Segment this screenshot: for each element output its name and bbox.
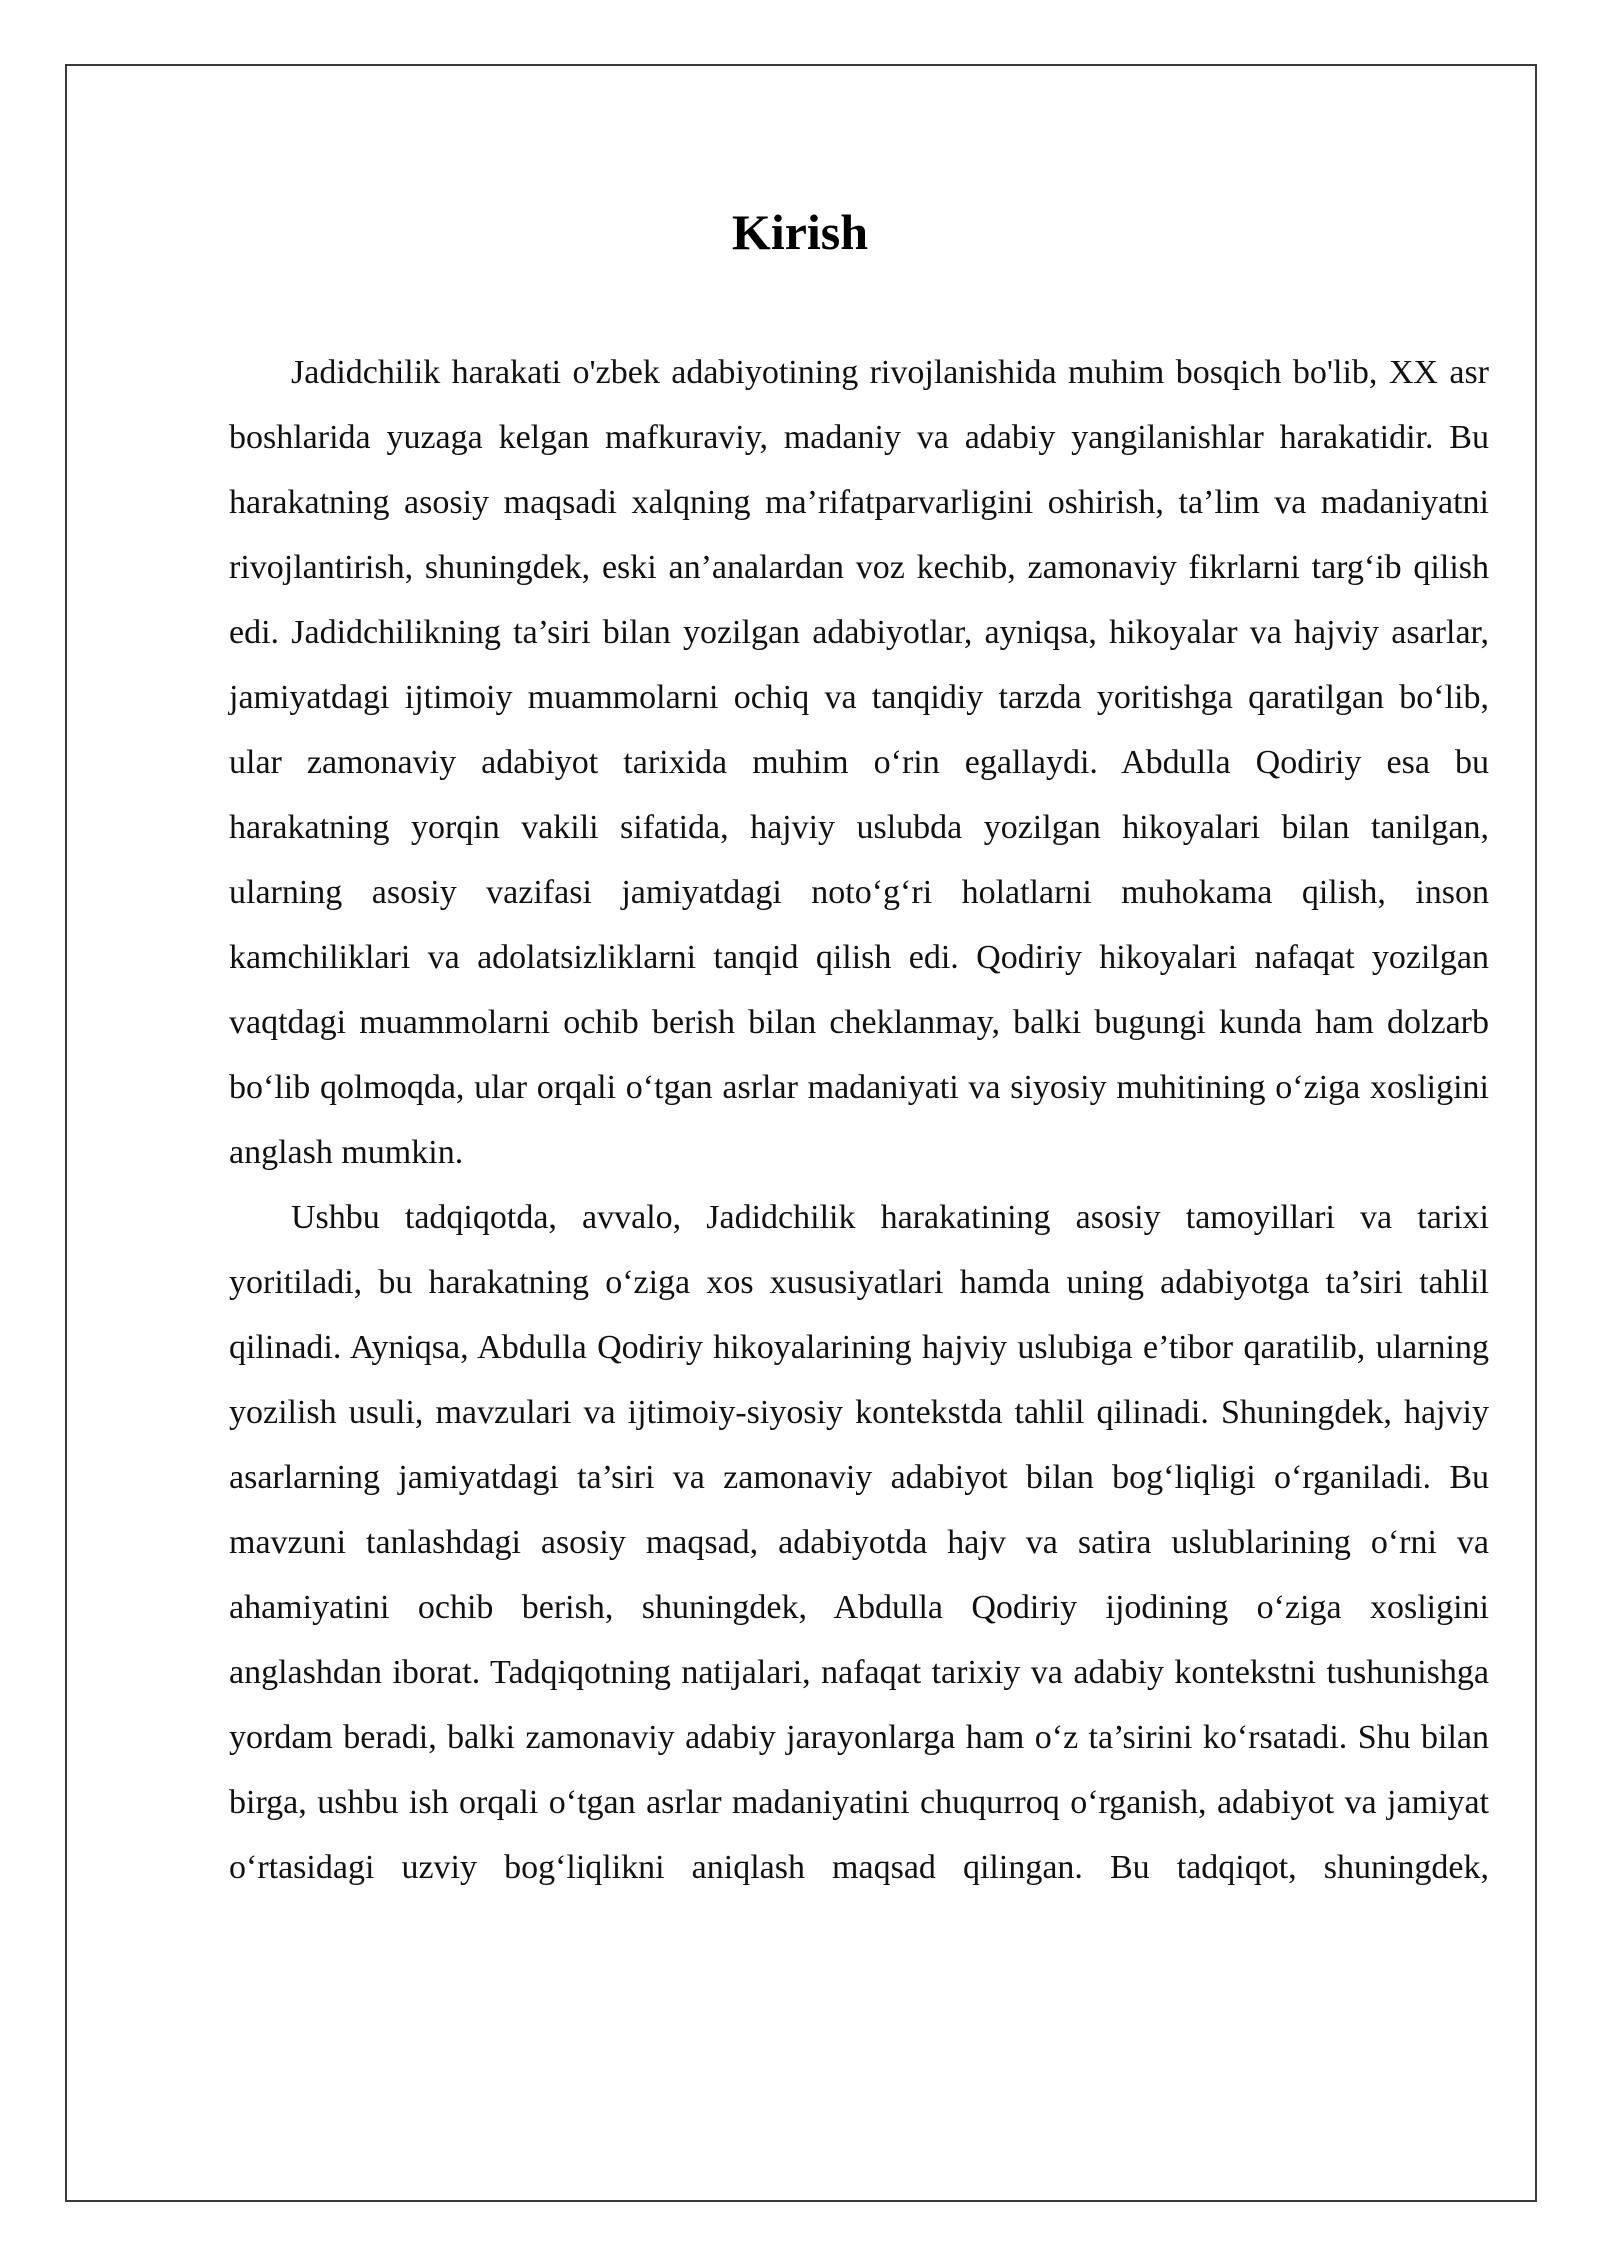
body-paragraph: Jadidchilik harakati o'zbek adabiyotining rivojlanishida muhim bosqich bo'lib, XX asr boshlarida yuzaga kelgan mafkuraviy, madaniy va adabiy yangilanishlar harakatidir. Bu harakatning asosiy maqsadi xalqning ma’rifatparvarligini oshirish, ta’lim va madaniyatni rivojlantirish, shuningdek, eski an’analardan voz kechib, zamonaviy fikrlarni targ‘ib qilish edi. Jadidchilikning ta’siri bilan yozilgan adabiyotlar, ayniqsa, hikoyalar va hajviy asarlar, jamiyatdagi ijtimoiy muammolarni ochiq va tanqidiy tarzda yoritishga qaratilgan bo‘lib, ular zamonaviy adabiyot tarixida muhim o‘rin egallaydi. Abdulla Qodiriy esa bu harakatning yorqin vakili sifatida, hajviy uslubda yozilgan hikoyalari bilan tanilgan, ularning asosiy vazifasi jamiyatdagi noto‘g‘ri holatlarni muhokama qilish, inson kamchiliklari va adolatsizliklarni tanqid qilish edi. Qodiriy hikoyalari nafaqat yozilgan vaqtdagi muammolarni ochib berish bilan cheklanmay, balki bugungi kunda ham dolzarb bo‘lib qolmoqda, ular orqali o‘tgan asrlar madaniyati va siyosiy muhitining o‘ziga xosligini anglash mumkin. [229,354,1489,1171]
page-title: Kirish [731,204,869,260]
document-body [229,340,1489,1900]
body-paragraph: Ushbu tadqiqotda, avvalo, Jadidchilik harakatining asosiy tamoyillari va tarixi yoritiladi, bu harakatning o‘ziga xos xususiyatlari hamda uning adabiyotga ta’siri tahlil qilinadi. Ayniqsa, Abdulla Qodiriy hikoyalarining hajviy uslubiga e’tibor qaratilib, ularning yozilish usuli, mavzulari va ijtimoiy-siyosiy kontekstda tahlil qilinadi. Shuningdek, hajviy asarlarning jamiyatdagi ta’siri va zamonaviy adabiyot bilan bog‘liqligi o‘rganiladi. Bu mavzuni tanlashdagi asosiy maqsad, adabiyotda hajv va satira uslublarining o‘rni va ahamiyatini ochib berish, shuningdek, Abdulla Qodiriy ijodining o‘ziga xosligini anglashdan iborat. Tadqiqotning natijalari, nafaqat tarixiy va adabiy kontekstni tushunishga yordam beradi, balki zamonaviy adabiy jarayonlarga ham o‘z ta’sirini ko‘rsatadi. Shu bilan birga, ushbu ish orqali o‘tgan asrlar madaniyatini chuqurroq o‘rganish, adabiyot va jamiyat o‘rtasidagi uzviy bog‘liqlikni aniqlash maqsad qilingan. Bu tadqiqot, shuningdek, [229,1199,1489,1886]
